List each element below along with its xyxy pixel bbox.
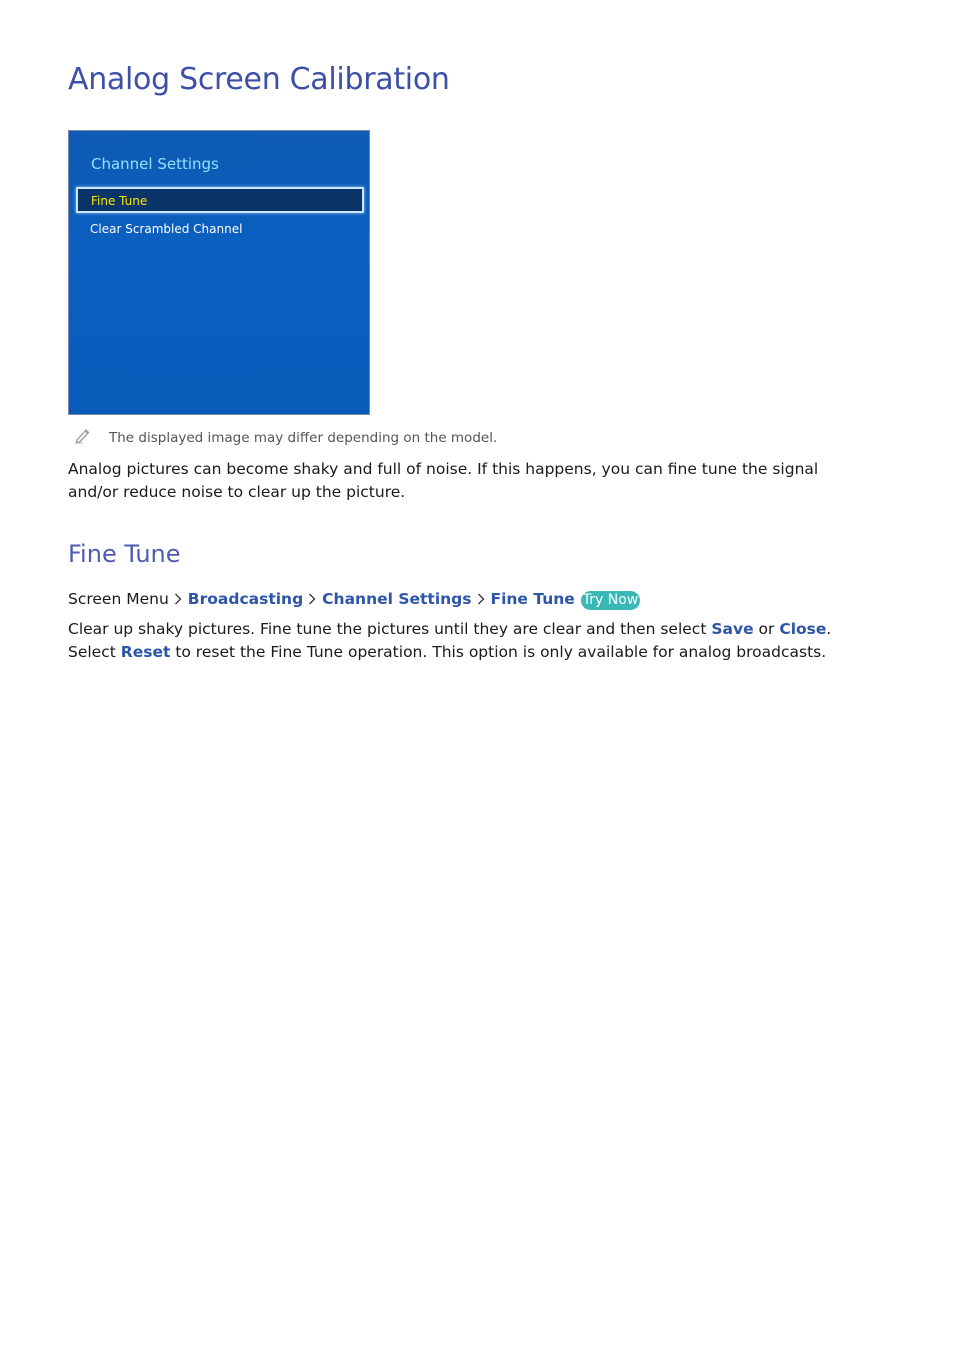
- pencil-icon: [74, 426, 92, 444]
- intro-paragraph: [68, 458, 868, 504]
- tv-menu-item-fine-tune[interactable]: Fine Tune: [76, 187, 364, 213]
- close-link: Close: [779, 620, 827, 638]
- breadcrumb-item-fine-tune[interactable]: Fine Tune: [490, 590, 575, 608]
- desc-period: .: [826, 620, 832, 638]
- try-now-button[interactable]: Try Now: [582, 592, 639, 608]
- page-title: Analog Screen Calibration: [68, 62, 450, 97]
- chevron-right-icon: [308, 593, 316, 605]
- tv-menu-screenshot: [68, 130, 370, 415]
- desc-or: or: [758, 620, 775, 638]
- desc-line-2-text: to reset the Fine Tune operation. This option is only available for analog broadcasts.: [175, 643, 827, 661]
- intro-line-2: and/or reduce noise to clear up the picture.: [68, 483, 406, 501]
- chevron-right-icon: [174, 593, 182, 605]
- save-link: Save: [711, 620, 754, 638]
- desc-line-1-text: Clear up shaky pictures. Fine tune the pictures until they are clear and then select: [68, 620, 707, 638]
- intro-line-1: Analog pictures can become shaky and full of noise. If this happens, you can fine tune the signal: [68, 460, 819, 478]
- note-text: The displayed image may differ depending on the model.: [109, 430, 498, 446]
- section-title-fine-tune: Fine Tune: [68, 540, 181, 568]
- chevron-right-icon: [477, 593, 485, 605]
- breadcrumb-item-broadcasting[interactable]: Broadcasting: [187, 590, 304, 608]
- desc-line-2-select: Select: [68, 643, 116, 661]
- reset-link: Reset: [120, 643, 171, 661]
- fine-tune-description: [68, 618, 868, 664]
- breadcrumb-item-channel-settings[interactable]: Channel Settings: [322, 590, 472, 608]
- breadcrumb-root: Screen Menu: [68, 590, 169, 608]
- breadcrumb: [68, 588, 640, 610]
- tv-menu-title: Channel Settings: [91, 155, 219, 173]
- tv-menu-item-clear-scrambled-channel[interactable]: Clear Scrambled Channel: [90, 222, 243, 236]
